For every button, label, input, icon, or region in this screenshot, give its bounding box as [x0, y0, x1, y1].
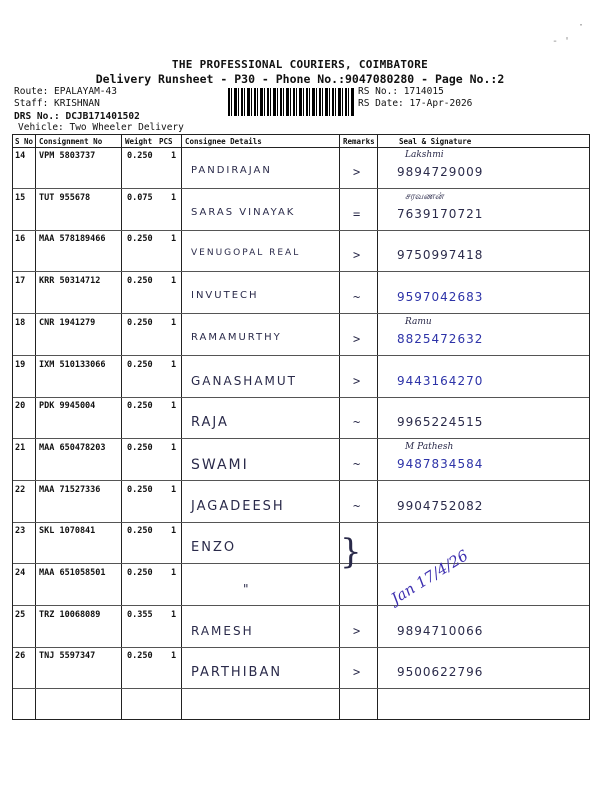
row-consignment: VPM 5803737: [39, 151, 96, 161]
consignee-name: INVUTECH: [191, 290, 259, 302]
row-consignment: PDK 9945004: [39, 401, 96, 412]
runsheet-table: [12, 134, 590, 720]
row-sno: 23: [15, 526, 26, 537]
col-pcs: PCS: [159, 137, 173, 146]
row-consignment: MAA 578189466: [39, 234, 106, 245]
consignee-name: JAGADEESH: [191, 498, 285, 514]
remark-mark: >: [353, 373, 361, 388]
date-stamp: Jan 17/4/26: [387, 546, 472, 608]
signature-name: Lakshmi: [405, 150, 444, 160]
row-sno: 17: [15, 276, 26, 287]
consignee-name: PANDIRAJAN: [191, 165, 272, 176]
row-consignment: KRR 50314712: [39, 276, 101, 287]
col-weight: Weight: [125, 137, 153, 146]
remark-mark: >: [353, 248, 361, 263]
row-sno: 25: [15, 609, 26, 620]
remark-mark: ~: [353, 415, 361, 430]
row-consignment: CNR 1941279: [39, 317, 96, 328]
row-weight: 0.250: [127, 526, 153, 537]
row-pcs: 1: [171, 359, 177, 370]
remark-mark: >: [353, 331, 361, 346]
corner-mark: ·: [578, 20, 585, 31]
consignee-name: ENZO: [191, 540, 237, 556]
row-weight: 0.250: [127, 651, 153, 662]
row-weight: 0.250: [127, 234, 153, 245]
row-consignment: TUT 955678: [39, 192, 91, 203]
remark-mark: ~: [353, 290, 361, 305]
remark-mark: =: [353, 206, 361, 221]
consignee-name: ": [243, 582, 251, 596]
remark-mark: ~: [353, 456, 361, 471]
remark-mark: >: [353, 665, 361, 680]
row-sno: 18: [15, 317, 26, 328]
table-row: [13, 439, 589, 481]
row-pcs: 1: [171, 151, 177, 161]
signature-name: M Pathesh: [405, 441, 454, 452]
row-sno: 21: [15, 442, 26, 453]
col-remarks: Remarks: [343, 137, 375, 146]
signature-phone: 9500622796: [397, 665, 484, 680]
row-pcs: 1: [171, 317, 177, 328]
row-pcs: 1: [171, 568, 177, 578]
signature-phone: 9965224515: [397, 415, 484, 430]
consignee-name: SWAMI: [191, 456, 249, 473]
table-row: [13, 314, 589, 356]
consignee-name: SARAS VINAYAK: [191, 206, 296, 218]
col-sno: S No: [15, 137, 34, 146]
row-weight: 0.250: [127, 276, 153, 287]
row-pcs: 1: [171, 609, 177, 620]
row-sno: 19: [15, 359, 26, 370]
rs-date: RS Date: 17-Apr-2026: [358, 98, 473, 109]
table-row: [13, 647, 589, 689]
row-consignment: MAA 651058501: [39, 568, 106, 578]
rs-number: RS No.: 1714015: [358, 86, 444, 97]
row-weight: 0.075: [127, 192, 153, 203]
col-consignee: Consignee Details: [185, 137, 262, 146]
row-weight: 0.250: [127, 151, 153, 161]
row-weight: 0.250: [127, 359, 153, 370]
row-consignment: MAA 650478203: [39, 442, 106, 453]
row-consignment: SKL 1070841: [39, 526, 96, 537]
remark-mark: >: [353, 623, 361, 638]
table-row: [13, 606, 589, 648]
row-sno: 15: [15, 192, 26, 203]
table-row: [13, 564, 589, 606]
row-sno: 22: [15, 484, 26, 495]
row-sno: 16: [15, 234, 26, 245]
col-consignment: Consignment No: [39, 137, 103, 146]
table-row: [13, 189, 589, 231]
table-row: [13, 356, 589, 398]
row-pcs: 1: [171, 526, 177, 537]
row-weight: 0.250: [127, 484, 153, 495]
row-consignment: TNJ 5597347: [39, 651, 96, 662]
barcode: [228, 88, 354, 116]
vehicle-label: Vehicle: Two Wheeler Delivery: [18, 122, 184, 133]
row-weight: 0.250: [127, 442, 153, 453]
signature-phone: 9894710066: [397, 623, 484, 638]
row-weight: 0.355: [127, 609, 153, 620]
consignee-name: RAJA: [191, 415, 229, 431]
consignee-name: PARTHIBAN: [191, 665, 283, 681]
signature-name: Ramu: [405, 316, 432, 327]
remark-mark: >: [353, 165, 361, 179]
signature-phone: 8825472632: [397, 331, 484, 346]
row-sno: 14: [15, 151, 26, 161]
signature-phone: 9750997418: [397, 248, 484, 263]
merge-brace: }: [340, 532, 362, 572]
signature-phone: 9894729009: [397, 165, 484, 179]
row-pcs: 1: [171, 401, 177, 412]
row-pcs: 1: [171, 442, 177, 453]
corner-mark: - ': [552, 36, 571, 47]
signature-phone: 9443164270: [397, 373, 484, 388]
row-consignment: TRZ 10068089: [39, 609, 101, 620]
remark-mark: ~: [353, 498, 361, 513]
consignee-name: RAMESH: [191, 623, 254, 638]
table-row: [13, 481, 589, 523]
row-sno: 24: [15, 568, 26, 578]
drs-number: DRS No.: DCJB171401502: [14, 111, 140, 122]
signature-phone: 9597042683: [397, 290, 484, 305]
company-title: THE PROFESSIONAL COURIERS, COIMBATORE: [171, 58, 429, 71]
consignee-name: RAMAMURTHY: [191, 331, 282, 343]
table-row: [13, 147, 589, 189]
consignee-name: VENUGOPAL REAL: [191, 248, 301, 259]
row-pcs: 1: [171, 651, 177, 662]
staff-label: Staff: KRISHNAN: [14, 98, 100, 109]
row-pcs: 1: [171, 234, 177, 245]
row-pcs: 1: [171, 192, 177, 203]
row-weight: 0.250: [127, 317, 153, 328]
signature-name: சரவணன்: [405, 191, 444, 202]
signature-phone: 7639170721: [397, 206, 484, 221]
signature-phone: 9904752082: [397, 498, 484, 513]
row-consignment: MAA 71527336: [39, 484, 101, 495]
route-label: Route: EPALAYAM-43: [14, 86, 117, 97]
row-sno: 20: [15, 401, 26, 412]
row-consignment: IXM 510133066: [39, 359, 106, 370]
row-pcs: 1: [171, 276, 177, 287]
col-seal: Seal & Signature: [399, 137, 472, 146]
table-row: [13, 397, 589, 439]
table-row: [13, 230, 589, 272]
runsheet-subtitle: Delivery Runsheet - P30 - Phone No.:9047080280 - Page No.:2: [95, 72, 505, 86]
row-sno: 26: [15, 651, 26, 662]
table-row: [13, 272, 589, 314]
signature-phone: 9487834584: [397, 456, 484, 471]
row-pcs: 1: [171, 484, 177, 495]
table-row: [13, 522, 589, 564]
consignee-name: GANASHAMUT: [191, 373, 298, 388]
row-weight: 0.250: [127, 568, 153, 578]
row-weight: 0.250: [127, 401, 153, 412]
